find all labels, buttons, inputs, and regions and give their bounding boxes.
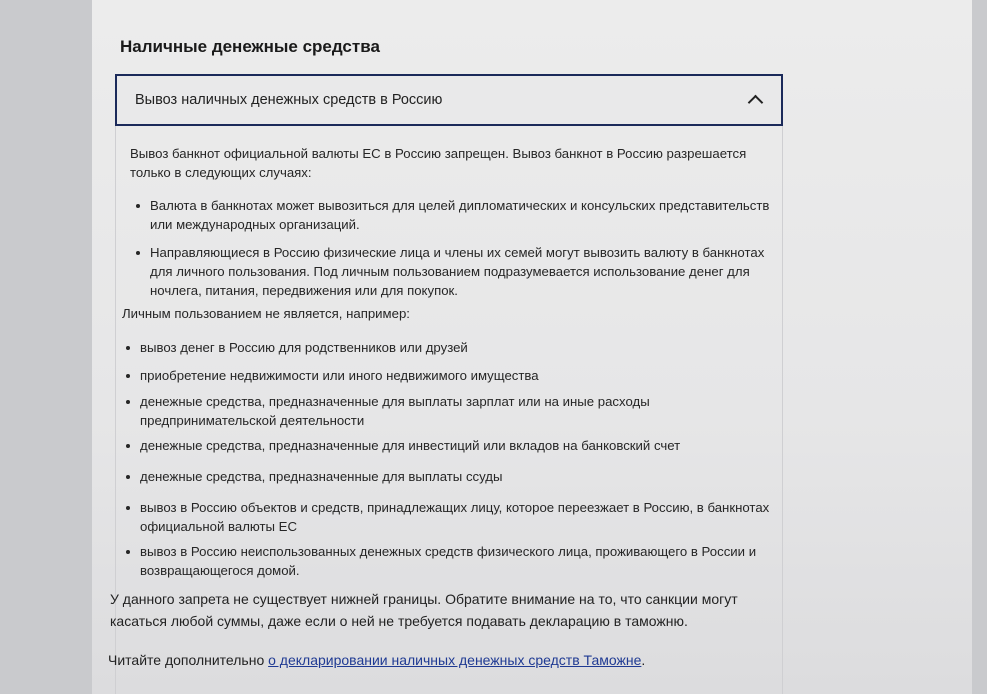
read-more-prefix: Читайте дополнительно xyxy=(108,652,269,668)
list-item: Направляющиеся в Россию физические лица и члены их семей могут вывозить валюту в банкнотах для личного пользования. Под личным пользованием подразумевается использование денег для ночлега, питания, передвижения или для покупок. xyxy=(134,243,779,300)
accordion-header[interactable] xyxy=(115,74,783,126)
exceptions-list xyxy=(134,196,779,309)
chevron-up-icon[interactable] xyxy=(748,95,764,111)
list-item: денежные средства, предназначенные для инвестиций или вкладов на банковский счет xyxy=(124,436,780,455)
footer-note: У данного запрета не существует нижней границы. Обратите внимание на то, что санкции могут касаться любой суммы, даже если о ней не требуется подавать декларацию в таможню. xyxy=(110,591,738,629)
intro-text: Вывоз банкнот официальной валюты ЕС в Россию запрещен. Вывоз банкнот в Россию разрешается только в следующих случаях: xyxy=(130,146,747,180)
accordion-title: Вывоз наличных денежных средств в Россию xyxy=(135,92,443,108)
list-item: денежные средства, предназначенные для выплаты ссуды xyxy=(124,467,780,486)
list-item: денежные средства, предназначенные для выплаты зарплат или на иные расходы предпринимательской деятельности xyxy=(124,392,700,430)
section-title: Наличные денежные средства xyxy=(120,37,380,56)
list-item: вывоз в Россию неиспользованных денежных средств физического лица, проживающего в России и возвращающегося домой. xyxy=(124,542,790,580)
list-item: Валюта в банкнотах может вывозиться для целей дипломатических и консульских представительств или международных организаций. xyxy=(134,196,779,234)
customs-declaration-link[interactable]: о декларировании наличных денежных средств Таможне xyxy=(268,652,642,668)
not-personal-use-title: Личным пользованием не является, например: xyxy=(122,306,410,321)
read-more-suffix: . xyxy=(641,652,646,668)
list-item: вывоз денег в Россию для родственников или друзей xyxy=(124,338,780,357)
list-item: приобретение недвижимости или иного недвижимого имущества xyxy=(124,366,780,385)
read-more xyxy=(108,652,645,668)
list-item: вывоз в Россию объектов и средств, принадлежащих лицу, которое переезжает в Россию, в банкнотах официальной валюты ЕС xyxy=(124,498,790,536)
